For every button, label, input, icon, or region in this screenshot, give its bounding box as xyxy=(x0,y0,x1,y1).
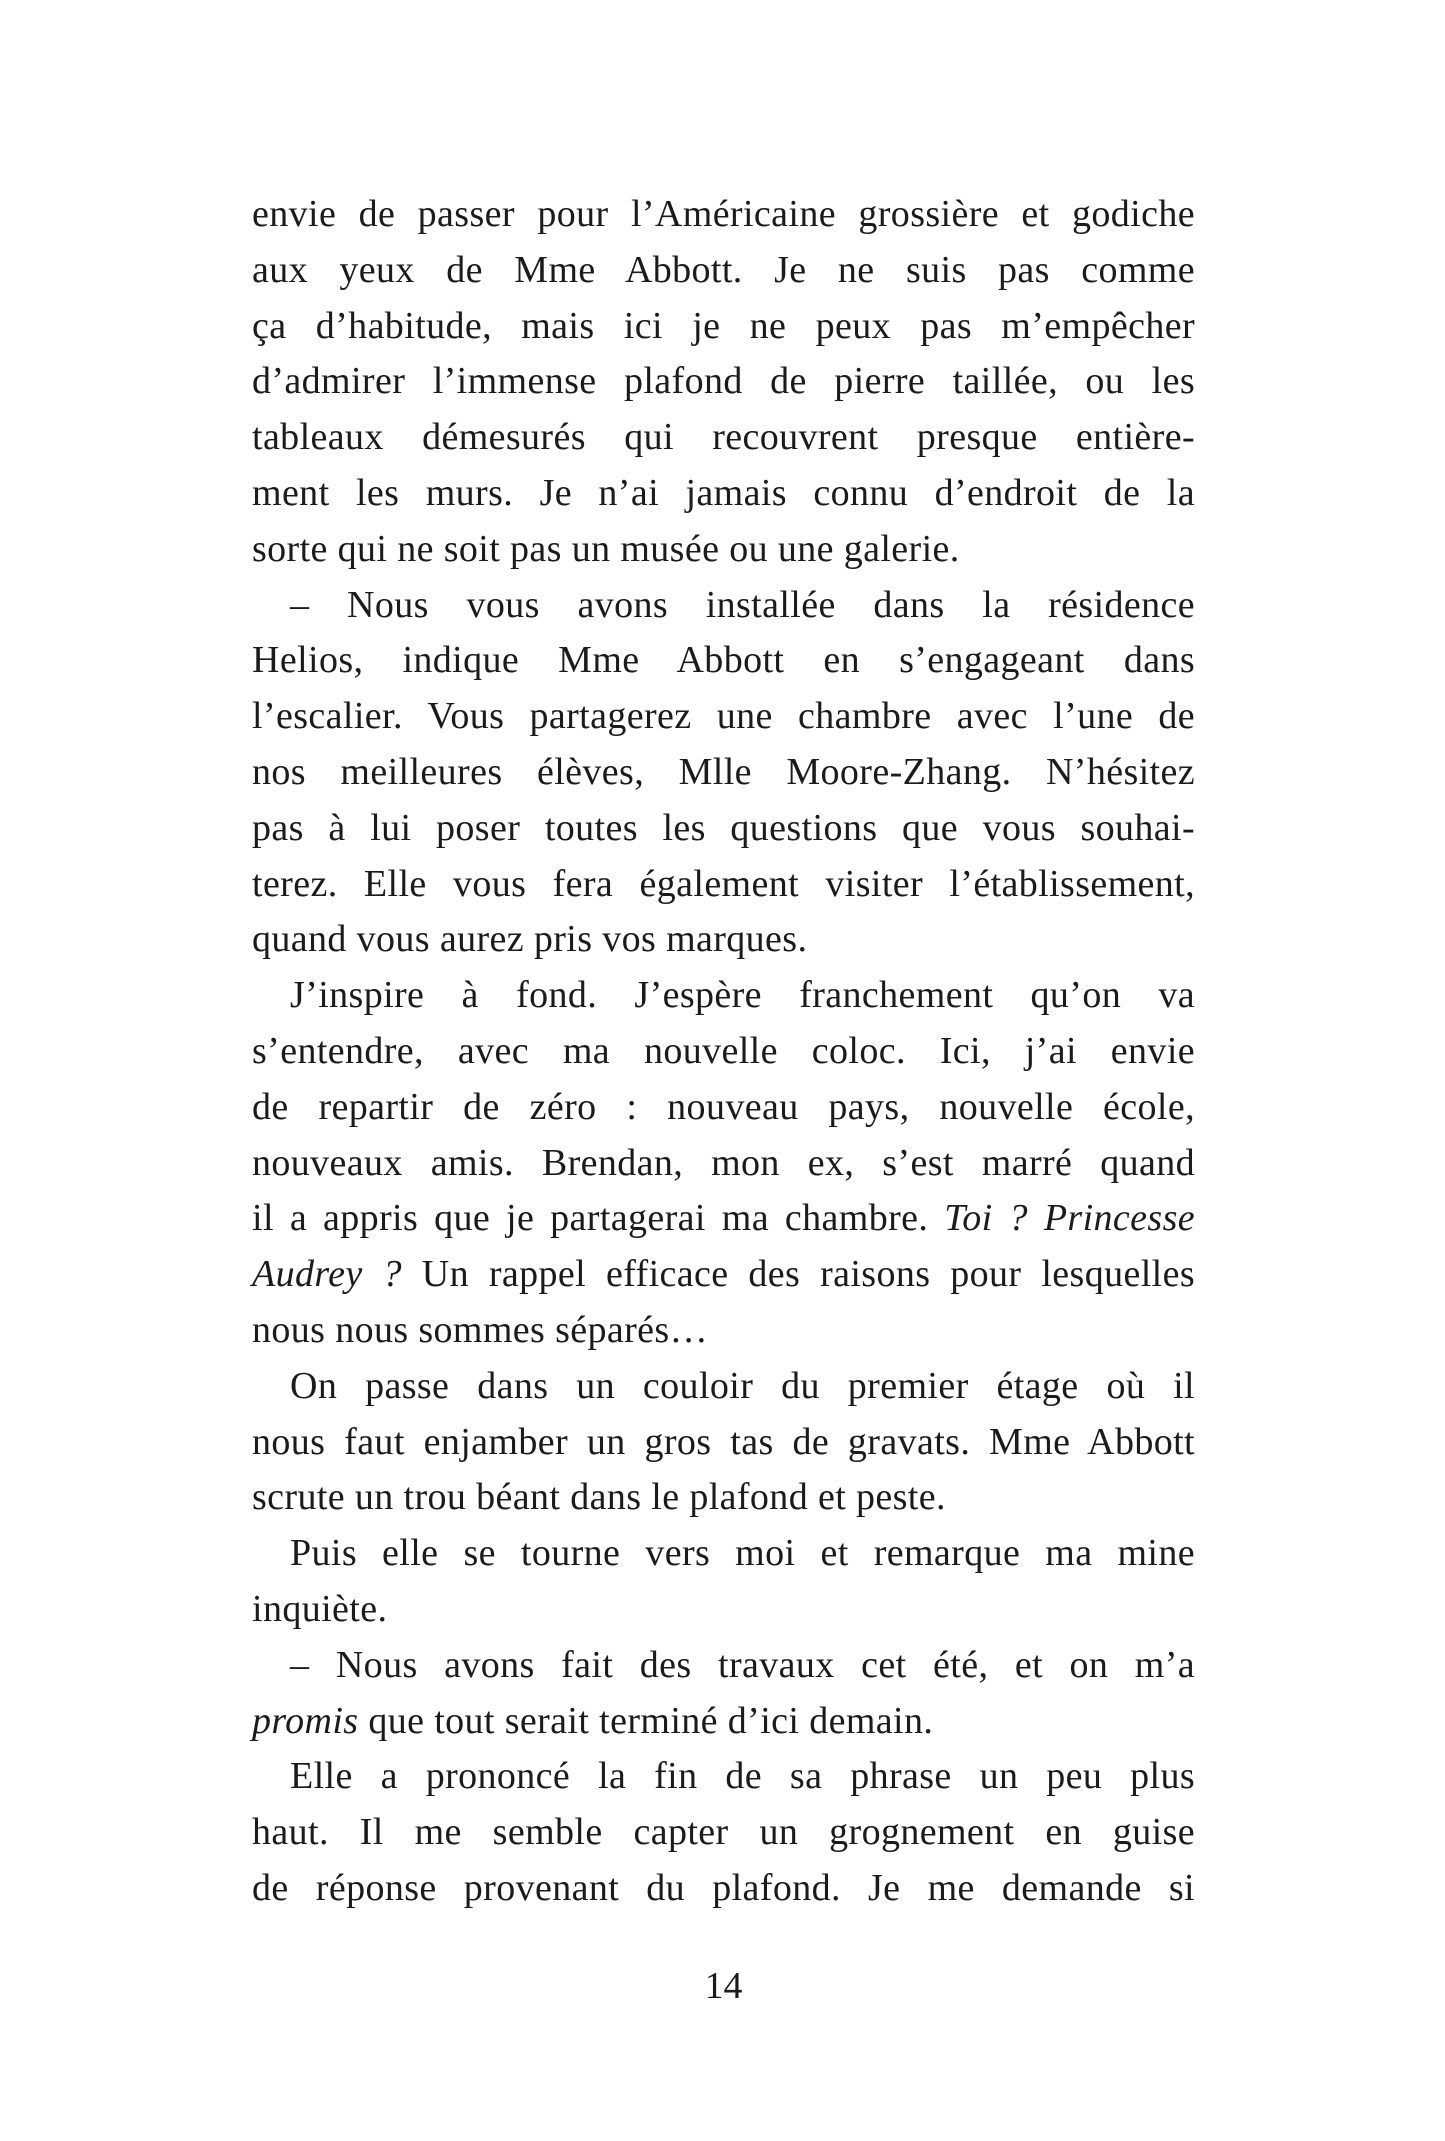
text-line xyxy=(252,1694,1195,1750)
text-line xyxy=(252,1191,1195,1247)
text-segment: haut. Il me semble capter un grognement en guise xyxy=(252,1811,1195,1854)
text-segment: de réponse provenant du plafond. Je me demande si xyxy=(252,1866,1195,1909)
text-line xyxy=(252,1359,1195,1415)
italic-text-segment: Toi ? Princesse xyxy=(944,1197,1195,1240)
text-line xyxy=(252,1415,1195,1471)
text-segment: nous nous sommes séparés… xyxy=(252,1308,708,1351)
text-segment: d’admirer l’immense plafond de pierre taillée, ou les xyxy=(252,360,1195,403)
text-line xyxy=(252,1024,1195,1080)
text-line xyxy=(252,354,1195,410)
text-line xyxy=(252,968,1195,1024)
text-line xyxy=(252,522,1195,578)
text-segment: scrute un trou béant dans le plafond et peste. xyxy=(252,1476,946,1519)
text-segment: – Nous vous avons installée dans la résidence xyxy=(290,583,1195,626)
text-line xyxy=(252,1136,1195,1192)
text-segment: Helios, indique Mme Abbott en s’engageant dans xyxy=(252,639,1195,682)
text-segment: – Nous avons fait des travaux cet été, et on m’a xyxy=(290,1643,1195,1686)
text-segment: J’inspire à fond. J’espère franchement qu’on va xyxy=(290,974,1195,1017)
text-line xyxy=(252,745,1195,801)
text-segment: envie de passer pour l’Américaine grossière et godiche xyxy=(252,193,1195,235)
text-line xyxy=(252,689,1195,745)
text-segment: terez. Elle vous fera également visiter l’établissement, xyxy=(252,862,1195,905)
text-line xyxy=(252,1582,1195,1638)
text-segment: aux yeux de Mme Abbott. Je ne suis pas comme xyxy=(252,248,1195,291)
text-line xyxy=(252,1080,1195,1136)
text-segment: tableaux démesurés qui recouvrent presque entière- xyxy=(252,416,1195,459)
text-segment: que tout serait terminé d’ici demain. xyxy=(358,1699,934,1742)
text-line xyxy=(252,857,1195,913)
text-segment: il a appris que je partagerai ma chambre. xyxy=(252,1197,945,1240)
text-line xyxy=(252,299,1195,355)
text-line xyxy=(252,912,1195,968)
text-line xyxy=(252,1861,1195,1917)
text-line xyxy=(252,1303,1195,1359)
text-line xyxy=(252,466,1195,522)
text-line xyxy=(252,801,1195,857)
italic-text-segment: Audrey ? xyxy=(252,1253,422,1296)
text-segment: s’entendre, avec ma nouvelle coloc. Ici, j’ai envie xyxy=(252,1029,1195,1072)
text-segment: quand vous aurez pris vos marques. xyxy=(252,918,808,961)
text-line xyxy=(252,1749,1195,1805)
text-segment: Un rappel efficace des raisons pour lesquelles xyxy=(421,1253,1195,1296)
text-line xyxy=(252,1247,1195,1303)
text-line xyxy=(252,1805,1195,1861)
text-segment: ça d’habitude, mais ici je ne peux pas m’empêcher xyxy=(252,304,1195,347)
text-segment: Puis elle se tourne vers moi et remarque ma mine xyxy=(290,1532,1195,1575)
text-line xyxy=(252,633,1195,689)
text-segment: inquiète. xyxy=(252,1587,388,1630)
text-segment: nous faut enjamber un gros tas de gravats. Mme Abbott xyxy=(252,1420,1195,1463)
text-segment: pas à lui poser toutes les questions que vous souhai- xyxy=(252,806,1195,849)
text-line xyxy=(252,410,1195,466)
text-segment: Elle a prononcé la fin de sa phrase un peu plus xyxy=(290,1755,1195,1798)
text-segment: de repartir de zéro : nouveau pays, nouvelle école, xyxy=(252,1085,1195,1128)
text-line xyxy=(252,1470,1195,1526)
text-line xyxy=(252,243,1195,299)
page-number: 14 xyxy=(704,1965,743,2007)
page-text xyxy=(252,187,1195,1917)
text-line xyxy=(252,578,1195,634)
text-line xyxy=(252,187,1195,243)
italic-text-segment: promis xyxy=(252,1699,359,1742)
text-segment: sorte qui ne soit pas un musée ou une galerie. xyxy=(252,527,960,570)
text-segment: On passe dans un couloir du premier étage où il xyxy=(290,1364,1195,1407)
text-segment: ment les murs. Je n’ai jamais connu d’endroit de la xyxy=(252,471,1195,514)
text-segment: nos meilleures élèves, Mlle Moore-Zhang. N’hésitez xyxy=(252,750,1195,793)
text-line xyxy=(252,1526,1195,1582)
text-segment: nouveaux amis. Brendan, mon ex, s’est marré quand xyxy=(252,1141,1195,1184)
text-segment: l’escalier. Vous partagerez une chambre avec l’une de xyxy=(252,695,1195,738)
text-line xyxy=(252,1638,1195,1694)
